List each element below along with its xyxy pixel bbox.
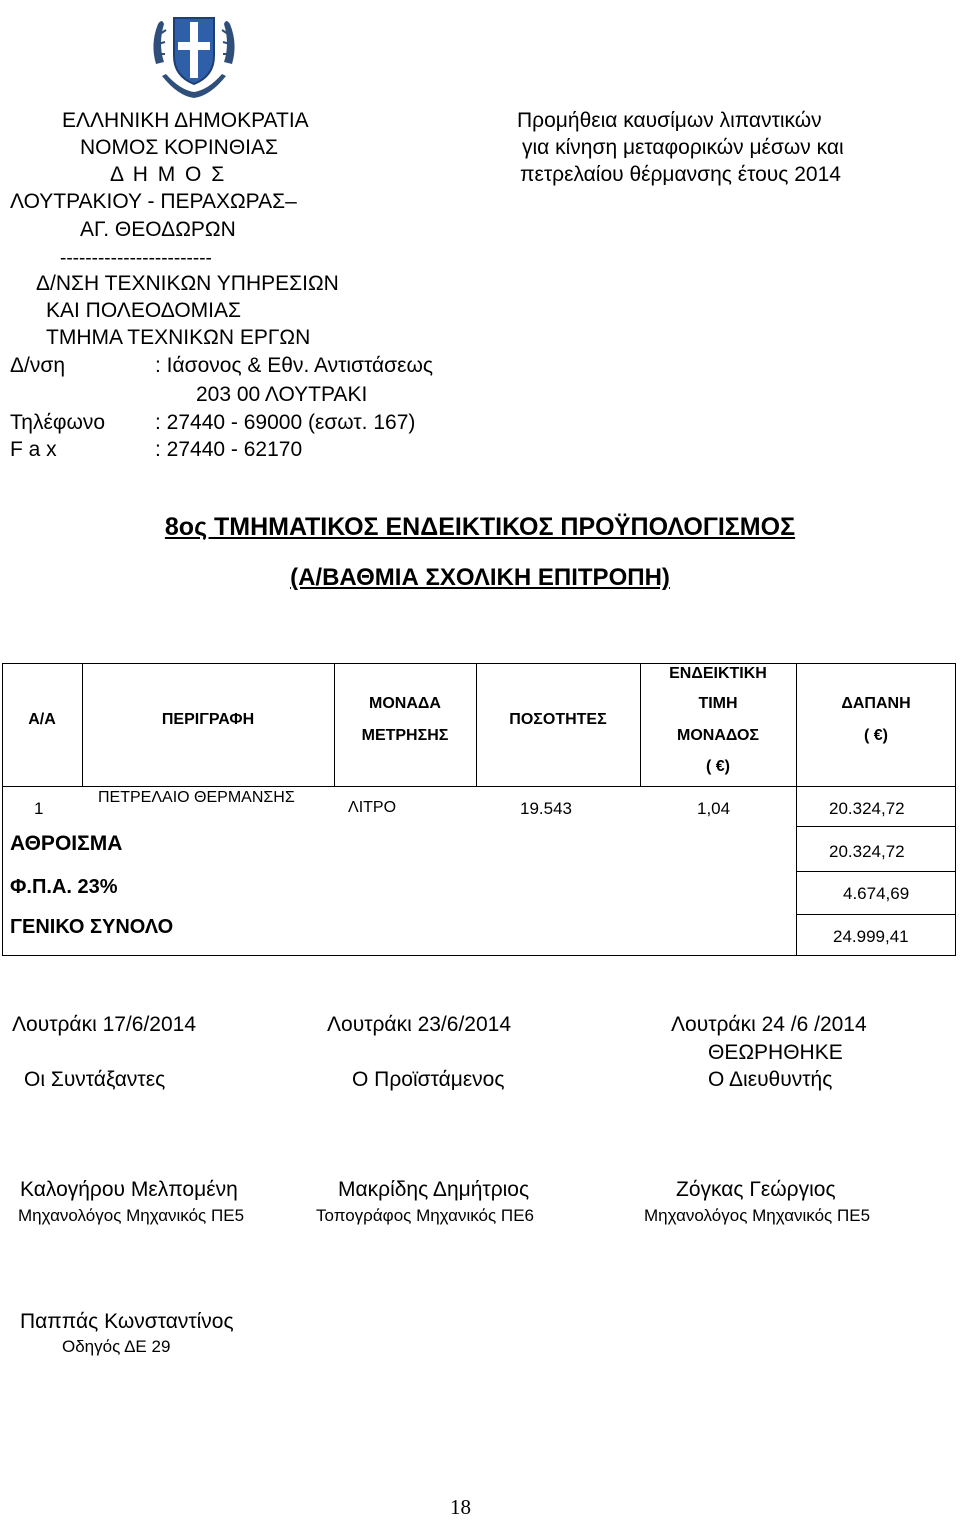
project-line: Προμήθεια καυσίμων λιπαντικών: [517, 109, 822, 132]
header-line: ΤΜΗΜΑ ΤΕΧΝΙΚΩΝ ΕΡΓΩΝ: [46, 326, 311, 349]
col-header-price: ( €): [706, 758, 730, 775]
signature-role: Ο Διευθυντής: [708, 1068, 833, 1091]
vat-label: Φ.Π.Α. 23%: [10, 876, 118, 898]
row-aa: 1: [34, 799, 44, 818]
greek-emblem-icon: [148, 4, 240, 102]
signature-date: Λουτράκι 17/6/2014: [12, 1013, 196, 1036]
project-line: πετρελαίου θέρμανσης έτους 2014: [520, 163, 841, 186]
row-unit: ΛΙΤΡΟ: [348, 799, 397, 816]
signatory-name: Ζόγκας Γεώργιος: [676, 1178, 836, 1201]
row-description: ΠΕΤΡΕΛΑΙΟ ΘΕΡΜΑΝΣΗΣ: [98, 789, 295, 806]
signature-role: Οι Συντάξαντες: [24, 1068, 166, 1091]
col-header-unit: ΜΕΤΡΗΣΗΣ: [361, 727, 449, 744]
col-header-aa: Α/Α: [28, 711, 56, 728]
phone-value: : 27440 - 69000 (εσωτ. 167): [155, 411, 416, 434]
grand-total-value: 24.999,41: [833, 927, 909, 946]
header-line: ΕΛΛΗΝΙΚΗ ΔΗΜΟΚΡΑΤΙΑ: [62, 109, 309, 132]
signature-date: Λουτράκι 23/6/2014: [327, 1013, 511, 1036]
col-header-price: ΕΝΔΕΙΚΤΙΚΗ: [669, 665, 767, 682]
page-number: 18: [450, 1495, 471, 1519]
signatory-name: Μακρίδης Δημήτριος: [338, 1178, 530, 1201]
col-header-price: ΤΙΜΗ: [698, 695, 738, 712]
table-rule: [2, 786, 956, 787]
address-value: : Ιάσονος & Εθν. Αντιστάσεως: [155, 354, 433, 377]
col-header-quantity: ΠΟΣΟΤΗΤΕΣ: [509, 711, 607, 728]
signatory-name: Καλογήρου Μελπομένη: [20, 1178, 238, 1201]
sum-label: ΑΘΡΟΙΣΜΑ: [10, 832, 123, 855]
col-header-cost: ΔΑΠΑΝΗ: [841, 695, 911, 712]
row-price: 1,04: [697, 799, 731, 818]
address-city: 203 00 ΛΟΥΤΡΑΚΙ: [196, 383, 368, 406]
row-cost: 20.324,72: [829, 799, 905, 818]
signature-date: Λουτράκι 24 /6 /2014: [671, 1013, 867, 1036]
signatory-title: Οδηγός ΔΕ 29: [62, 1337, 171, 1356]
header-line: ΛΟΥΤΡΑΚΙΟΥ - ΠΕΡΑΧΩΡΑΣ–: [10, 190, 297, 213]
header-line: ΑΓ. ΘΕΟΔΩΡΩΝ: [80, 218, 236, 241]
phone-label: Τηλέφωνο: [10, 411, 106, 434]
header-line: ΚΑΙ ΠΟΛΕΟΔΟΜΙΑΣ: [46, 299, 241, 322]
table-rule: [796, 826, 956, 827]
header-line: Δ/ΝΣΗ ΤΕΧΝΙΚΩΝ ΥΠΗΡΕΣΙΩΝ: [36, 272, 339, 295]
project-line: για κίνηση μεταφορικών μέσων και: [522, 136, 844, 159]
table-rule: [796, 871, 956, 872]
header-line: ΝΟΜΟΣ ΚΟΡΙΝΘΙΑΣ: [80, 136, 279, 159]
fax-label: F a x: [10, 438, 57, 461]
grand-total-label: ΓΕΝΙΚΟ ΣΥΝΟΛΟ: [10, 916, 174, 938]
header-separator: ------------------------: [60, 248, 212, 269]
table-rule: [796, 914, 956, 915]
document-subtitle: (Α/ΒΑΘΜΙΑ ΣΧΟΛΙΚΗ ΕΠΙΤΡΟΠΗ): [290, 564, 670, 591]
row-quantity: 19.543: [520, 799, 572, 818]
address-label: Δ/νση: [10, 354, 66, 377]
header-line: Δ Η Μ Ο Σ: [110, 163, 227, 186]
signature-role: Ο Προϊστάμενος: [352, 1068, 505, 1091]
col-header-unit: ΜΟΝΑΔΑ: [369, 695, 441, 712]
fax-value: : 27440 - 62170: [155, 438, 303, 461]
document-title: 8ος ΤΜΗΜΑΤΙΚΟΣ ΕΝΔΕΙΚΤΙΚΟΣ ΠΡΟΫΠΟΛΟΓΙΣΜΟΣ: [164, 513, 796, 541]
col-header-cost: ( €): [864, 727, 888, 744]
col-header-price: ΜΟΝΑΔΟΣ: [677, 727, 759, 744]
col-header-description: ΠΕΡΙΓΡΑΦΗ: [161, 711, 255, 728]
signatory-title: Μηχανολόγος Μηχανικός ΠΕ5: [18, 1206, 245, 1225]
signatory-title: Μηχανολόγος Μηχανικός ΠΕ5: [644, 1206, 871, 1225]
vat-value: 4.674,69: [843, 884, 910, 903]
signatory-title: Τοπογράφος Μηχανικός ΠΕ6: [316, 1206, 534, 1225]
reviewed-label: ΘΕΩΡΗΘΗΚΕ: [708, 1041, 843, 1064]
sum-value: 20.324,72: [829, 842, 905, 861]
signatory-name: Παππάς Κωνσταντίνος: [20, 1310, 234, 1333]
